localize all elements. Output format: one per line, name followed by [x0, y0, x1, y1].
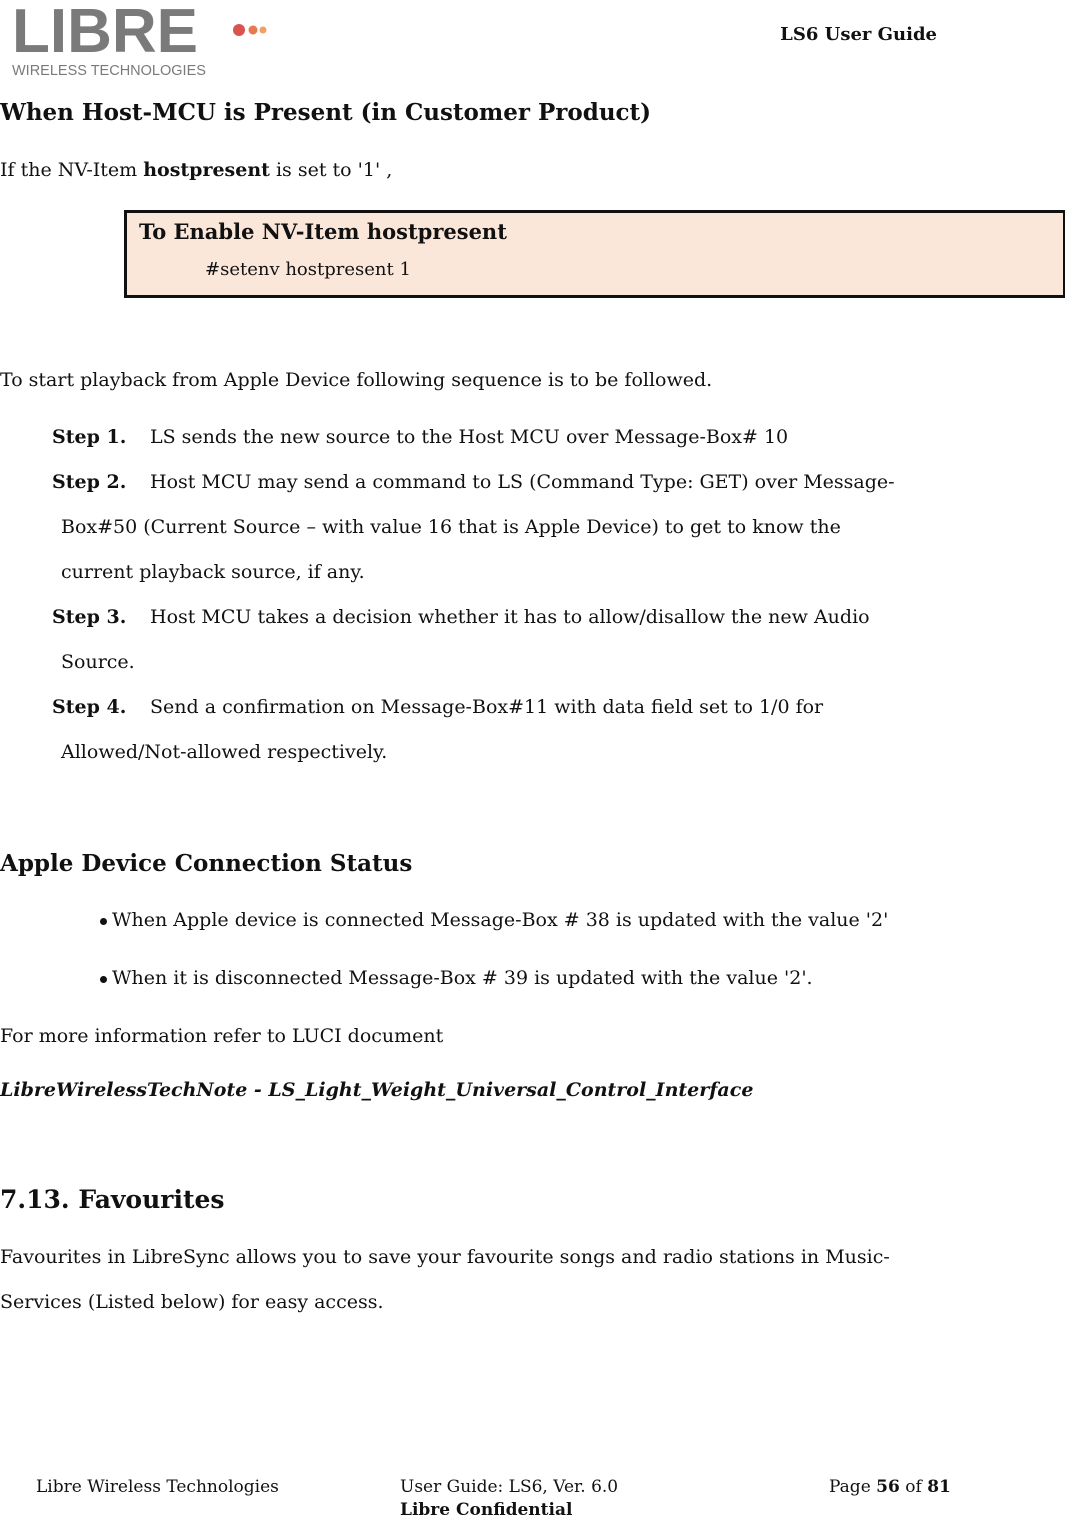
- logo-dot-light: [260, 27, 267, 34]
- nv-box-command: #setenv hostpresent 1: [205, 259, 411, 280]
- bullet-item: [102, 967, 813, 989]
- logo-subtext: WIRELESS TECHNOLOGIES: [12, 63, 206, 79]
- step-text-cont: Source.: [61, 651, 135, 673]
- nv-box-title: To Enable NV-Item hostpresent: [139, 219, 507, 244]
- page-total: 81: [927, 1477, 951, 1497]
- bullet-item: [102, 909, 888, 931]
- section-heading-host-mcu: When Host-MCU is Present (in Customer Product): [0, 99, 652, 126]
- page-of: of: [899, 1477, 928, 1497]
- more-info-text: For more information refer to LUCI document: [0, 1025, 444, 1047]
- step-label: Step 2.: [52, 471, 127, 493]
- footer-guide-version: User Guide: LS6, Ver. 6.0: [400, 1477, 619, 1497]
- step-text: LS sends the new source to the Host MCU over Message-Box# 10: [150, 426, 789, 448]
- intro-prefix: If the NV-Item: [0, 159, 144, 181]
- step-2: [52, 460, 962, 595]
- footer-confidential: Libre Confidential: [400, 1500, 573, 1520]
- step-label: Step 4.: [52, 696, 127, 718]
- logo-text: LIBRE: [12, 0, 198, 66]
- step-label: Step 3.: [52, 606, 127, 628]
- bullet-text: When it is disconnected Message-Box # 39 is updated with the value '2'.: [112, 967, 813, 989]
- logo-dot-orange: [249, 26, 258, 35]
- footer-page-number: [829, 1477, 951, 1497]
- section-heading-favourites: [0, 1185, 224, 1214]
- section-title: Favourites: [78, 1185, 225, 1214]
- intro-bold-term: hostpresent: [143, 159, 270, 181]
- step-text: Host MCU takes a decision whether it has to allow/disallow the new Audio: [150, 606, 870, 628]
- favourites-text-line2: Services (Listed below) for easy access.: [0, 1291, 384, 1313]
- step-text-cont: Allowed/Not-allowed respectively.: [61, 741, 388, 763]
- step-text-cont: Box#50 (Current Source – with value 16 that is Apple Device) to get to know the: [61, 516, 841, 538]
- section-heading-apple-connection: Apple Device Connection Status: [0, 850, 413, 877]
- step-4: [52, 685, 962, 775]
- step-text: Send a confirmation on Message-Box#11 with data field set to 1/0 for: [150, 696, 824, 718]
- bullet-dot-icon: [100, 918, 107, 925]
- page-current: 56: [876, 1477, 900, 1497]
- hostpresent-intro: [0, 158, 392, 182]
- company-logo: [10, 0, 270, 80]
- section-number: 7.13.: [0, 1185, 70, 1214]
- bullet-text: When Apple device is connected Message-Box # 38 is updated with the value '2': [112, 909, 889, 931]
- nv-item-box: [124, 210, 1065, 298]
- step-text-cont: current playback source, if any.: [61, 561, 365, 583]
- favourites-text-line1: Favourites in LibreSync allows you to save your favourite songs and radio stations in Music-: [0, 1246, 890, 1268]
- document-title: LS6 User Guide: [780, 24, 937, 45]
- page-prefix: Page: [829, 1477, 877, 1497]
- bullet-dot-icon: [100, 976, 107, 983]
- logo-dot-red: [233, 24, 245, 36]
- logo-graphic: [10, 0, 270, 80]
- footer-company: Libre Wireless Technologies: [36, 1477, 279, 1497]
- step-label: Step 1.: [52, 426, 127, 448]
- playback-intro: To start playback from Apple Device following sequence is to be followed.: [0, 369, 713, 391]
- intro-suffix: is set to '1' ,: [269, 159, 393, 181]
- luci-reference: LibreWirelessTechNote - LS_Light_Weight_Universal_Control_Interface: [0, 1079, 754, 1101]
- step-text: Host MCU may send a command to LS (Command Type: GET) over Message-: [150, 471, 895, 493]
- step-1: [52, 415, 962, 460]
- step-3: [52, 595, 962, 685]
